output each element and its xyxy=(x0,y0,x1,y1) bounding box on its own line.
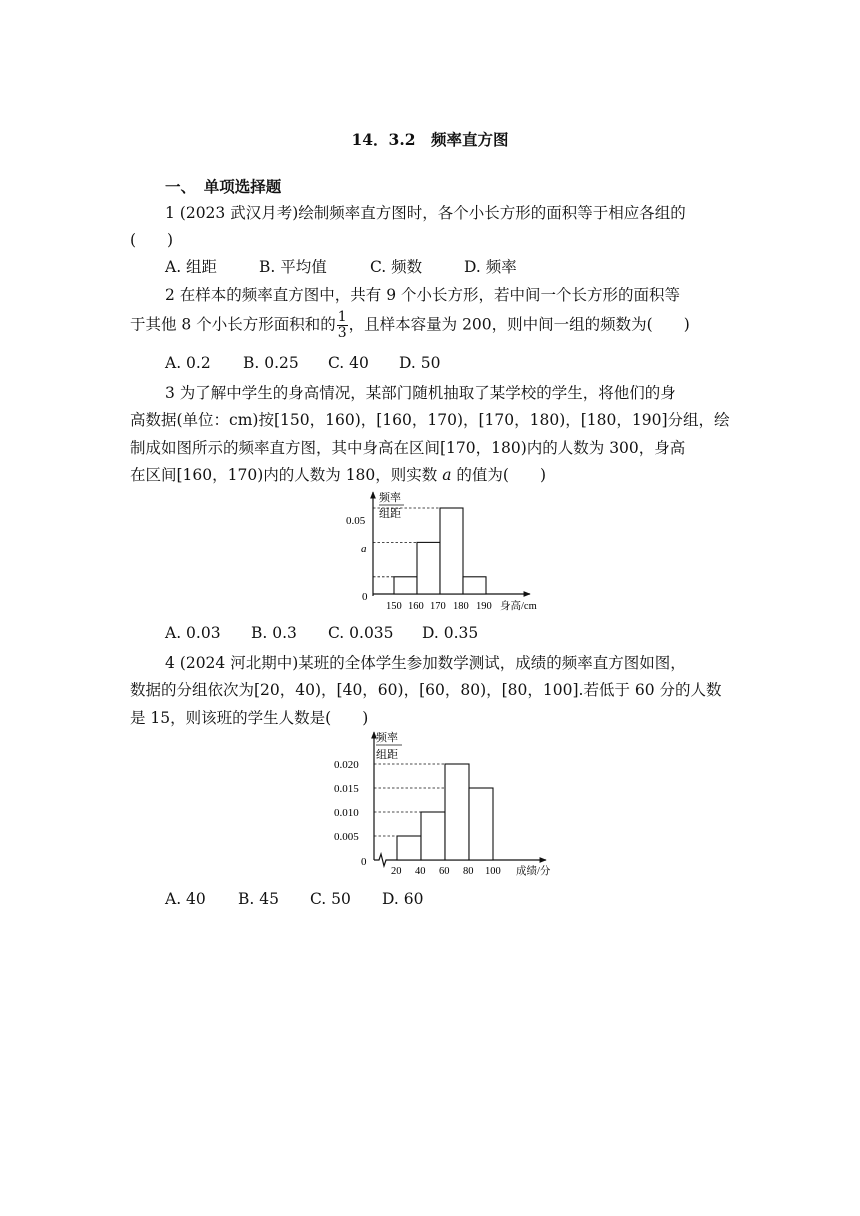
q2-option-c[interactable]: C. 40 xyxy=(328,354,369,372)
histogram-bar xyxy=(463,577,486,594)
q1-option-b[interactable]: B. 平均值 xyxy=(259,258,327,276)
xtick-label: 20 xyxy=(391,866,402,877)
ytick-label: a xyxy=(361,543,367,555)
q2-option-a[interactable]: A. 0.2 xyxy=(165,354,211,372)
q2-stem-line2 xyxy=(130,310,690,341)
q3-text-post: 的值为( ) xyxy=(451,466,546,484)
ylabel-bottom: 组距 xyxy=(376,749,398,761)
q3-option-c[interactable]: C. 0.035 xyxy=(328,624,394,642)
ytick-label: 0.015 xyxy=(334,783,359,795)
xtick-label: 150 xyxy=(386,601,402,612)
q1-options xyxy=(165,255,517,277)
q3-option-b[interactable]: B. 0.3 xyxy=(251,624,297,642)
histogram-bar xyxy=(421,812,445,860)
variable-a: a xyxy=(442,466,452,484)
q4-stem-line1: 4 (2024 河北期中)某班的全体学生参加数学测试，成绩的频率直方图如图， xyxy=(165,654,686,672)
q2-text-pre: 于其他 8 个小长方形面积和的 xyxy=(130,315,336,334)
q3-options xyxy=(165,624,478,642)
q3-stem-line2: 高数据(单位：cm)按[150，160)，[160，170)，[170，180)，[180，190]分组，绘 xyxy=(130,411,730,429)
histogram-bar xyxy=(440,508,463,594)
fraction-numerator: 1 xyxy=(337,309,347,325)
xtick-label: 190 xyxy=(476,601,492,612)
ytick-label: 0.010 xyxy=(334,807,359,819)
page-title: 14．3.2 频率直方图 xyxy=(351,130,509,149)
q3-option-d[interactable]: D. 0.35 xyxy=(422,624,479,642)
xtick-label: 100 xyxy=(485,866,501,877)
q4-option-b[interactable]: B. 45 xyxy=(238,890,279,908)
xlabel: 成绩/分 xyxy=(516,866,551,877)
q4-stem-line3: 是 15，则该班的学生人数是( ) xyxy=(130,709,369,727)
q2-text-post: ，且样本容量为 200，则中间一组的频数为( ) xyxy=(348,315,690,334)
q1-option-c[interactable]: C. 频数 xyxy=(370,258,423,276)
q4-stem-line2: 数据的分组依次为[20，40)，[40，60)，[60，80)，[80，100].若低于 60 分的人数 xyxy=(130,681,722,699)
origin-label: 0 xyxy=(361,856,367,868)
histogram-bar xyxy=(445,764,469,860)
histogram-bar xyxy=(417,542,440,594)
fraction-denominator: 3 xyxy=(337,325,347,341)
q2-option-d[interactable]: D. 50 xyxy=(399,354,441,372)
q1-option-a[interactable]: A. 组距 xyxy=(165,258,218,276)
q3-stem-line3: 制成如图所示的频率直方图，其中身高在区间[170，180)内的人数为 300，身高 xyxy=(130,439,686,457)
score-histogram xyxy=(330,728,570,880)
xtick-label: 60 xyxy=(439,866,450,877)
xtick-label: 80 xyxy=(463,866,474,877)
q2-stem-line1: 2 在样本的频率直方图中，共有 9 个小长方形，若中间一个长方形的面积等 xyxy=(165,286,681,304)
one-third-fraction xyxy=(337,310,348,341)
ylabel-bottom: 组距 xyxy=(379,508,401,520)
q4-option-d[interactable]: D. 60 xyxy=(382,890,424,908)
xtick-label: 160 xyxy=(408,601,424,612)
histogram-bar xyxy=(394,577,417,594)
xlabel: 身高/cm xyxy=(500,601,537,612)
xtick-label: 180 xyxy=(453,601,469,612)
ylabel-top: 频率 xyxy=(376,732,398,744)
histogram-bar xyxy=(397,836,421,860)
q3-stem-line4 xyxy=(130,463,546,485)
ytick-label: 0.005 xyxy=(334,831,359,843)
q3-text-pre: 在区间[160，170)内的人数为 180，则实数 xyxy=(130,466,443,484)
q4-option-c[interactable]: C. 50 xyxy=(310,890,351,908)
q3-option-a[interactable]: A. 0.03 xyxy=(165,624,221,642)
q1-stem-line1: 1 (2023 武汉月考)绘制频率直方图时，各个小长方形的面积等于相应各组的 xyxy=(165,204,686,222)
q4-option-a[interactable]: A. 40 xyxy=(165,890,206,908)
histogram-bar xyxy=(469,788,493,860)
q4-options xyxy=(165,890,423,908)
ytick-label: 0.05 xyxy=(346,515,366,527)
ytick-label: 0.020 xyxy=(334,759,359,771)
height-histogram xyxy=(330,486,560,616)
q1-option-d[interactable]: D. 频率 xyxy=(464,258,517,276)
origin-label: 0 xyxy=(362,591,368,603)
section-heading: 一、 单项选择题 xyxy=(165,177,282,196)
q1-stem-line2: ( ) xyxy=(130,231,174,249)
xtick-label: 170 xyxy=(430,601,446,612)
q3-stem-line1: 3 为了解中学生的身高情况，某部门随机抽取了某学校的学生，将他们的身 xyxy=(165,384,676,402)
q2-options xyxy=(165,354,440,372)
ylabel-top: 频率 xyxy=(379,492,401,504)
xtick-label: 40 xyxy=(415,866,426,877)
q2-option-b[interactable]: B. 0.25 xyxy=(243,354,299,372)
